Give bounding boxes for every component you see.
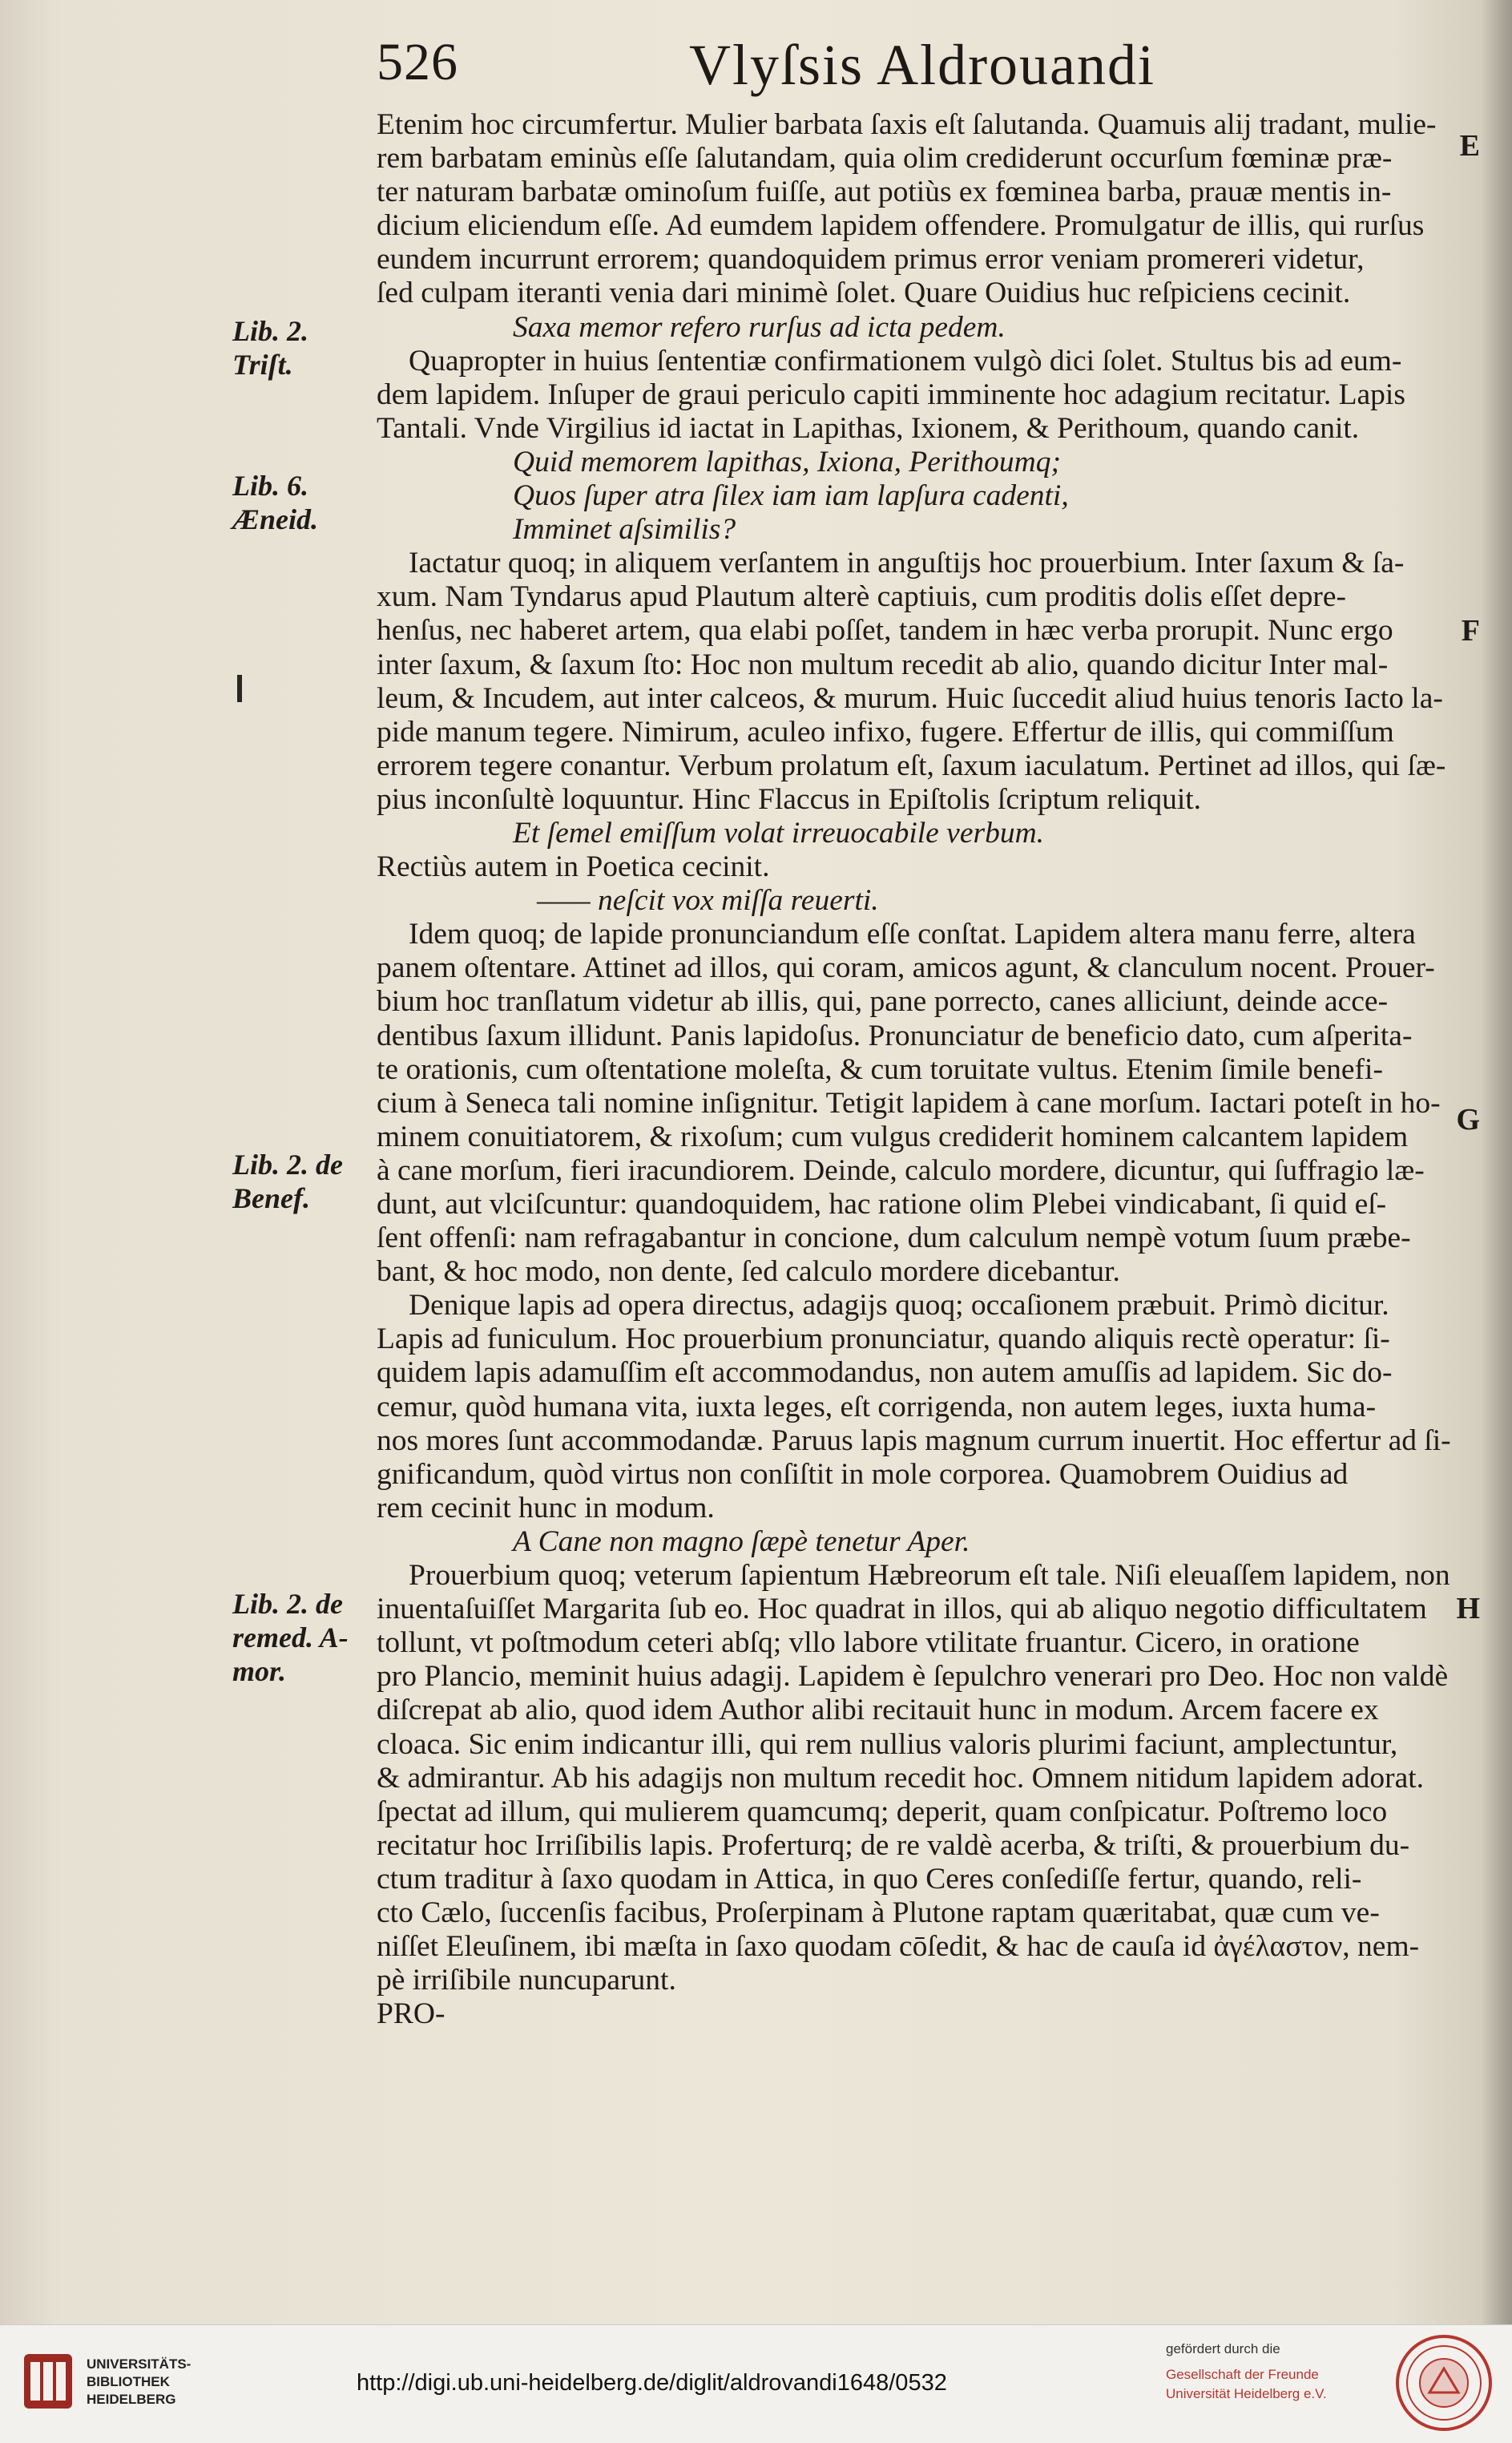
funding-note xyxy=(1166,2340,1390,2404)
text-line: dem lapidem. Inſuper de graui periculo capiti imminente hoc adagium recitatur. Lapis xyxy=(377,378,1405,411)
text-line: dicium eliciendum eſſe. Ad eumdem lapidem offendere. Promulgatur de illis, qui rurſus xyxy=(377,209,1425,243)
text-line: ſent offenſi: nam refragabantur in concione, dum calculum nempè votum ſuum præbe- xyxy=(377,1222,1411,1255)
text-line: rem barbatam eminùs eſſe ſalutandam, quia olim crediderunt occurſum fœminæ præ- xyxy=(377,142,1393,176)
margin-note xyxy=(232,1148,393,1215)
text-line: PRO- xyxy=(377,1997,446,2031)
margin-note-line: Lib. 2. de xyxy=(232,1588,343,1620)
text-line: & admirantur. Ab his adagijs non multum recedit hoc. Omnem nitidum lapidem adorat. xyxy=(377,1761,1425,1795)
text-line: bium hoc tranſlatum videtur ab illis, qui, pane porrecto, canes alliciunt, deinde acce- xyxy=(377,985,1389,1019)
funding-label: gefördert durch die xyxy=(1166,2341,1280,2356)
verse-line: Quos ſuper atra ſilex iam iam lapſura cadenti, xyxy=(513,479,1069,513)
text-line: dunt, aut vlciſcuntur: quandoquidem, hac ratione olim Plebei vindicabant, ſi quid eſ- xyxy=(377,1188,1387,1221)
page-header xyxy=(377,32,1498,120)
text-line: Denique lapis ad opera directus, adagijs quoq; occaſionem præbuit. Primò dicitur. xyxy=(409,1289,1389,1322)
section-letter: F xyxy=(1461,614,1480,648)
text-line: pide manum tegere. Nimirum, aculeo infixo, fugere. Effertur de illis, qui commiſſum xyxy=(377,715,1394,749)
permalink-url[interactable]: http://digi.ub.uni-heidelberg.de/diglit/aldrovandi1648/0532 xyxy=(357,2370,947,2396)
university-library-logo-icon xyxy=(16,2349,80,2413)
margin-note-line: Lib. 2. de xyxy=(232,1149,343,1181)
text-line: ctum traditur à ſaxo quodam in Attica, in quo Ceres conſediſſe fertur, quando, reli- xyxy=(377,1862,1362,1896)
text-line: quidem lapis adamuſſim eſt accommodandus, non autem amuſſis ad lapidem. Sic do- xyxy=(377,1356,1393,1390)
text-line: inuentaſuiſſet Margarita ſub eo. Hoc quadrat in illos, qui ab aliquo negotio difficultatem xyxy=(377,1593,1427,1626)
society-name-line: Universität Heidelberg e.V. xyxy=(1166,2386,1327,2401)
text-line: tollunt, vt poſtmodum ceteri abſq; vllo labore vtilitate fruantur. Cicero, in oratione xyxy=(377,1626,1360,1660)
margin-note-line: Æneid. xyxy=(232,503,318,535)
text-line: pro Plancio, meminit huius adagij. Lapidem è ſepulchro venerari pro Deo. Hoc non valdè xyxy=(377,1660,1449,1694)
library-name xyxy=(87,2356,191,2409)
text-line: leum, & Incudem, aut inter calceos, & murum. Huic ſuccedit aliud huius tenoris Iacto la- xyxy=(377,681,1443,715)
society-name-line: Gesellschaft der Freunde xyxy=(1166,2367,1319,2382)
text-line: inter ſaxum, & ſaxum ſto: Hoc non multum recedit ab alio, quando dicitur Inter mal- xyxy=(377,648,1389,681)
margin-note xyxy=(232,314,393,382)
text-line: ter naturam barbatæ ominoſum fuiſſe, aut potiùs ex fœminea barba, prauæ mentis in- xyxy=(377,176,1392,209)
text-line: gnificandum, quòd virtus non conſiſtit in mole corporea. Quamobrem Ouidius ad xyxy=(377,1457,1349,1491)
ink-mark xyxy=(237,675,242,702)
text-line: cloaca. Sic enim indicantur illi, qui rem nullius valoris plurimi faciunt, amplectuntur, xyxy=(377,1727,1398,1761)
text-line: panem oſtentare. Attinet ad illos, qui coram, amicos agunt, & clanculum nocent. Prouer- xyxy=(377,951,1435,985)
verse-line: Saxa memor refero rurſus ad icta pedem. xyxy=(513,310,1006,344)
text-line: Iactatur quoq; in aliquem verſantem in anguſtijs hoc prouerbium. Inter ſaxum & ſa- xyxy=(409,547,1405,580)
margin-note xyxy=(232,469,393,536)
text-line: nos mores ſunt accommodandæ. Paruus lapis magnum currum inuertit. Hoc effertur ad ſi- xyxy=(377,1423,1451,1457)
text-line: errorem tegere conantur. Verbum prolatum eſt, ſaxum iaculatum. Pertinet ad illos, qui ſæ- xyxy=(377,749,1446,782)
body-text xyxy=(377,108,1458,2031)
running-title: Vlyſsis Aldrouandi xyxy=(689,33,1156,97)
text-line: rem cecinit hunc in modum. xyxy=(377,1491,715,1524)
text-line: henſus, nec haberet artem, qua elabi poſſet, tandem in hæc verba prorupit. Nunc ergo xyxy=(377,614,1393,648)
section-letter: H xyxy=(1456,1592,1480,1625)
library-name-line: HEIDELBERG xyxy=(87,2392,176,2407)
text-line: bant, & hoc modo, non dente, ſed calculo mordere dicebantur. xyxy=(377,1255,1120,1289)
verse-line: —— neſcit vox miſſa reuerti. xyxy=(537,884,879,918)
text-line: eundem incurrunt errorem; quandoquidem primus error veniam promereri videtur, xyxy=(377,243,1365,277)
section-letter: G xyxy=(1456,1103,1480,1137)
text-line: à cane morſum, fieri iracundiorem. Deinde, calculo mordere, dicuntur, qui ſuffragio læ- xyxy=(377,1153,1425,1187)
verse-line: A Cane non magno ſæpè tenetur Aper. xyxy=(513,1524,970,1558)
text-line: cto Cælo, ſuccenſis facibus, Proſerpinam à Plutone raptam quæritabat, quæ cum ve- xyxy=(377,1896,1380,1929)
text-line: cium à Seneca tali nomine inſignitur. Tetigit lapidem à cane morſum. Iactari poteſt in ho- xyxy=(377,1086,1441,1120)
text-line: pè irriſibile nuncuparunt. xyxy=(377,1964,676,1997)
text-line: Lapis ad funiculum. Hoc prouerbium pronunciatur, quando aliquis rectè operatur: ſi- xyxy=(377,1322,1390,1356)
text-line: ſpectat ad illum, qui mulierem quamcumq; deperit, quam conſpicatur. Poſtremo loco xyxy=(377,1795,1388,1828)
text-line: dentibus ſaxum illidunt. Panis lapidoſus. Pronunciatur de beneficio dato, cum aſperita- xyxy=(377,1019,1413,1052)
text-line: Quapropter in huius ſententiæ confirmationem vulgò dici ſolet. Stultus bis ad eum- xyxy=(409,344,1402,378)
society-seal-icon xyxy=(1394,2333,1494,2433)
text-line: te orationis, cum oſtentatione moleſta, & cum toruitate vultus. Etenim ſimile benefi- xyxy=(377,1052,1383,1086)
margin-note xyxy=(232,1587,393,1688)
text-line: Prouerbium quoq; veterum ſapientum Hæbreorum eſt tale. Niſi eleuaſſem lapidem, non xyxy=(409,1559,1450,1593)
margin-note-line: remed. A- xyxy=(232,1621,349,1654)
margin-note-line: Lib. 2. xyxy=(232,315,308,347)
text-line: minem conuitiatorem, & rixoſum; cum vulgus crediderit hominem calcantem lapidem xyxy=(377,1120,1409,1153)
text-line: diſcrepat ab alio, quod idem Author alibi recitauit hunc in modum. Arcem facere ex xyxy=(377,1694,1379,1727)
page-edge-shadow xyxy=(1480,0,1512,2324)
text-line: Etenim hoc circumfertur. Mulier barbata ſaxis eſt ſalutanda. Quamuis alij tradant, mulie- xyxy=(377,108,1437,141)
margin-note-line: mor. xyxy=(232,1655,287,1687)
text-line: Rectiùs autem in Poetica cecinit. xyxy=(377,850,770,884)
library-name-line: BIBLIOTHEK xyxy=(87,2374,170,2389)
text-line: xum. Nam Tyndarus apud Plautum alterè captiuis, cum proditis dolis eſſet depre- xyxy=(377,580,1346,614)
text-line: ſed culpam iteranti venia dari minimè ſolet. Quare Ouidius huc reſpiciens cecinit. xyxy=(377,277,1351,310)
text-line: pius inconſultè loquuntur. Hinc Flaccus in Epiſtolis ſcriptum reliquit. xyxy=(377,782,1202,816)
verse-line: Quid memorem lapithas, Ixiona, Perithoumq; xyxy=(513,445,1061,479)
margin-note-line: Benef. xyxy=(232,1182,310,1214)
library-name-line: UNIVERSITÄTS- xyxy=(87,2356,192,2372)
verse-line: Imminet aſsimilis? xyxy=(513,513,736,547)
text-line: cemur, quòd humana vita, iuxta leges, eſt corrigenda, non autem leges, iuxta huma- xyxy=(377,1390,1377,1423)
verse-line: Et ſemel emiſſum volat irreuocabile verbum. xyxy=(513,816,1045,850)
text-line: Idem quoq; de lapide pronunciandum eſſe conſtat. Lapidem altera manu ferre, altera xyxy=(409,918,1416,951)
viewer-footer xyxy=(0,2324,1512,2443)
page-number: 526 xyxy=(377,33,458,91)
margin-note-line: Triſt. xyxy=(232,349,293,381)
margin-note-line: Lib. 6. xyxy=(232,470,308,502)
text-line: Tantali. Vnde Virgilius id iactat in Lapithas, Ixionem, & Perithoum, quando canit. xyxy=(377,411,1360,445)
text-line: recitatur hoc Irriſibilis lapis. Proferturq; de re valdè acerba, & triſti, & prouerbium du- xyxy=(377,1828,1410,1862)
section-letter: E xyxy=(1459,129,1480,163)
text-line: niſſet Eleuſinem, ibi mæſta in ſaxo quodam cōſedit, & hac de cauſa id ἀγέλαστον, nem- xyxy=(377,1930,1420,1964)
